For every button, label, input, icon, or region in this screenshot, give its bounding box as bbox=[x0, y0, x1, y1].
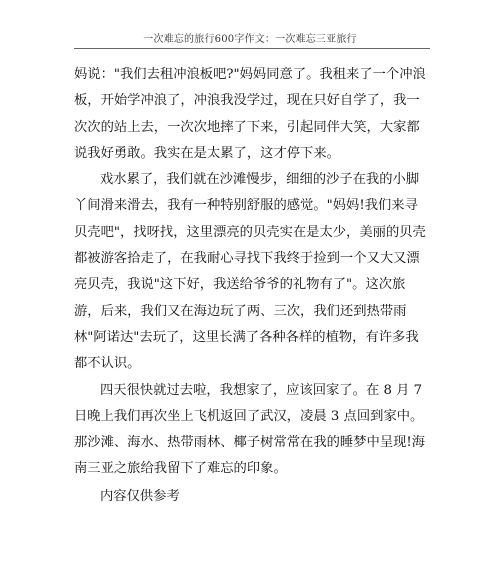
paragraph-return-home: 四天很快就过去啦，我想家了，应该回家了。在 8 月 7 日晚上我们再次坐上飞机返回了武汉，凌晨 3 点回到家中。那沙滩、海水、热带雨林、椰子树常常在我的睡梦中呈现!海南三亚之旅给我留下了难忘的印象。 bbox=[74, 382, 426, 477]
paragraph-seashells: 戏水累了，我们就在沙滩慢步，细细的沙子在我的小脚丫间滑来滑去，我有一种特别舒服的感觉。"妈妈!我们来寻贝壳吧"，找呀找，这里漂亮的贝壳实在是太少，美丽的贝壳都被游客拾走了，在我耐心寻找下我终于捡到一个又大又漂亮贝壳，我说"这下好，我送给爷爷的礼物有了"。这次旅游，后来，我们又在海边玩了两、三次，我们还到热带雨林"阿诺达"去玩了，这里长满了各种各样的植物，有许多我都不认识。 bbox=[74, 172, 426, 372]
paragraph-surfing: 妈说："我们去租冲浪板吧?"妈妈同意了。我租来了一个冲浪板，开始学冲浪了，冲浪我没学过，现在只好自学了，我一次次的站上去，一次次地摔了下来，引起同伴大笑，大家都说我好勇敢。我实在是太累了，这才停下来。 bbox=[74, 67, 426, 161]
page-header: 一次难忘的旅行600字作文：一次难忘三亚旅行 bbox=[143, 34, 357, 45]
footer-note: 内容仅供参考 bbox=[100, 489, 180, 504]
header-divider bbox=[74, 48, 430, 49]
document-body bbox=[74, 62, 430, 483]
